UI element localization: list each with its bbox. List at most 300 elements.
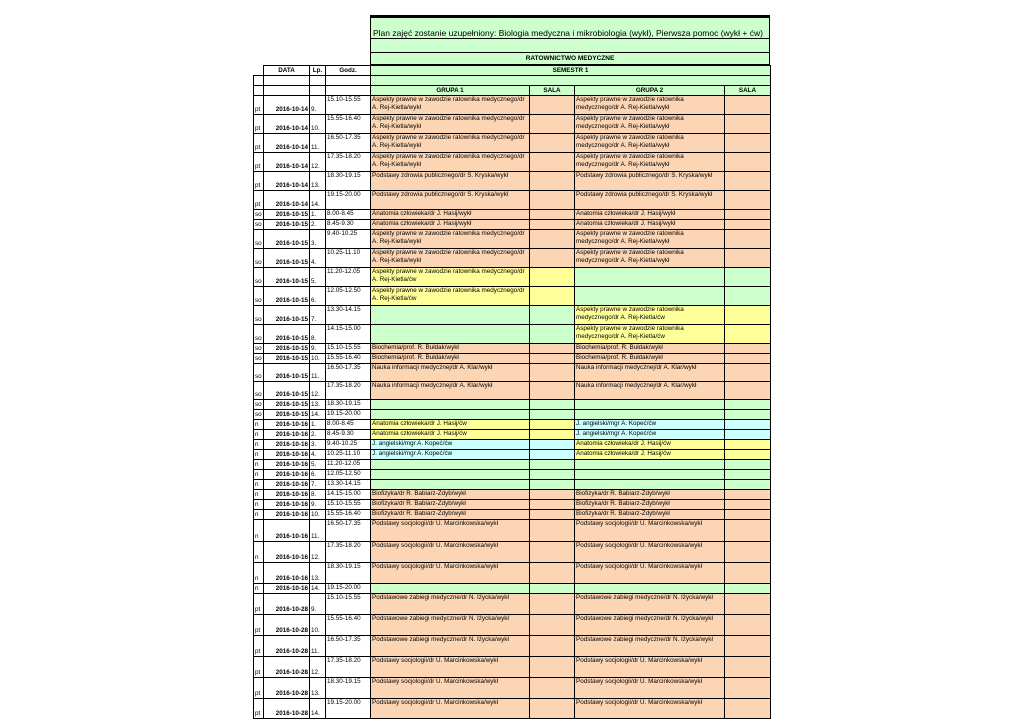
sala1-cell bbox=[530, 460, 575, 470]
schedule-note: Plan zajęć zostanie uzupełniony: Biologia medyczna i mikrobiologia (wykł), Pierwsza pomoc (wykł + ćw) bbox=[370, 15, 770, 39]
sala2-cell bbox=[725, 430, 771, 440]
date-cell: 2016-10-15 bbox=[264, 400, 310, 410]
sala2-cell bbox=[725, 420, 771, 430]
group2-cell: Biofizyka/dr R. Babiarz-Zdyb/wykł bbox=[575, 500, 725, 510]
sala1-cell bbox=[530, 191, 575, 210]
sala1-cell bbox=[530, 542, 575, 563]
table-row bbox=[254, 480, 771, 490]
sala1-cell bbox=[530, 636, 575, 657]
sala2-cell bbox=[725, 364, 771, 382]
group2-cell: Aspekty prawne w zawodzie ratownika medycznego/dr A. Rej-Kietla/wykł bbox=[575, 115, 725, 134]
date-cell: 2016-10-16 bbox=[264, 420, 310, 430]
day-cell: pt bbox=[254, 134, 264, 153]
table-row bbox=[254, 249, 771, 268]
time-cell: 19.15-20.00 bbox=[326, 699, 371, 719]
day-cell: n bbox=[254, 460, 264, 470]
group2-cell: Podstawowe zabiegi medyczne/dr N. Iżycka/wykł bbox=[575, 636, 725, 657]
group2-cell: Podstawy zdrowia publicznego/dr S. Kryska/wykł bbox=[575, 191, 725, 210]
group2-cell: Biofizyka/dr R. Babiarz-Zdyb/wykł bbox=[575, 510, 725, 520]
day-cell: n bbox=[254, 563, 264, 584]
sala1-cell bbox=[530, 400, 575, 410]
sala1-cell bbox=[530, 96, 575, 115]
col-sala1: SALA bbox=[530, 86, 575, 96]
day-cell: so bbox=[254, 364, 264, 382]
blank-row bbox=[254, 76, 771, 86]
table-row bbox=[254, 382, 771, 400]
sala1-cell bbox=[530, 172, 575, 191]
time-cell: 8.00-8.45 bbox=[326, 210, 371, 220]
group2-cell bbox=[575, 410, 725, 420]
group2-cell: Podstawowe zabiegi medyczne/dr N. Iżycka/wykł bbox=[575, 615, 725, 636]
group1-cell: Biochemia/prof. R. Bułdak/wykł bbox=[371, 344, 530, 354]
group1-cell: Podstawy socjologii/dr U. Marcinkowska/wykł bbox=[371, 542, 530, 563]
table-row bbox=[254, 440, 771, 450]
group1-cell: Podstawy socjologii/dr U. Marcinkowska/wykł bbox=[371, 563, 530, 584]
sala2-cell bbox=[725, 563, 771, 584]
lp-cell: 14. bbox=[310, 584, 326, 594]
day-cell: so bbox=[255, 221, 262, 228]
table-row bbox=[254, 153, 771, 172]
sala2-cell bbox=[725, 354, 771, 364]
table-row bbox=[254, 450, 771, 460]
sala2-cell bbox=[725, 460, 771, 470]
header-spacer bbox=[370, 39, 770, 53]
group2-cell: Aspekty prawne w zawodzie ratownika medycznego/dr A. Rej-Kietla/wykł bbox=[575, 230, 725, 249]
sala1-cell bbox=[530, 657, 575, 678]
table-row bbox=[254, 460, 771, 470]
lp-cell: 13. bbox=[310, 172, 326, 191]
group2-cell bbox=[575, 400, 725, 410]
time-cell: 8.45-9.30 bbox=[326, 430, 371, 440]
time-cell: 12.05-12.50 bbox=[326, 470, 371, 480]
group2-cell: J. angielski/mgr A. Kopeć/ćw bbox=[575, 430, 725, 440]
day-cell: n bbox=[254, 520, 264, 542]
group2-cell: Anatomia człowieka/dr J. Hasij/ćw bbox=[575, 450, 725, 460]
lp-cell: 12. bbox=[310, 542, 326, 563]
table-row bbox=[254, 96, 771, 115]
time-cell: 17.35-18.20 bbox=[326, 542, 371, 563]
group1-cell bbox=[371, 584, 530, 594]
group1-cell: Aspekty prawne w zawodzie ratownika medycznego/dr A. Rej-Kietla/wykł bbox=[371, 134, 530, 153]
lp-cell: 14. bbox=[310, 410, 326, 420]
col-lp: Lp. bbox=[310, 66, 326, 76]
time-cell: 13.30-14.15 bbox=[326, 306, 371, 325]
day-cell: so bbox=[254, 306, 264, 325]
group1-cell: Nauka informacji medycznej/dr A. Klar/wykł bbox=[371, 382, 530, 400]
table-row bbox=[254, 500, 771, 510]
date-cell: 2016-10-15 bbox=[264, 287, 310, 306]
lp-cell: 12. bbox=[310, 382, 326, 400]
table-row bbox=[254, 615, 771, 636]
lp-cell: 11. bbox=[310, 636, 326, 657]
table-row bbox=[254, 268, 771, 287]
time-cell: 15.10-15.55 bbox=[326, 500, 371, 510]
sala2-cell bbox=[725, 115, 771, 134]
lp-cell: 4. bbox=[310, 249, 326, 268]
day-cell: pt bbox=[254, 172, 264, 191]
time-cell: 15.55-16.40 bbox=[326, 115, 371, 134]
sala2-cell bbox=[725, 520, 771, 542]
lp-cell: 8. bbox=[310, 490, 326, 500]
group1-cell: Aspekty prawne w zawodzie ratownika medycznego/dr A. Rej-Kietla/wykł bbox=[371, 249, 530, 268]
group2-cell bbox=[575, 480, 725, 490]
sala2-cell bbox=[725, 699, 771, 719]
time-cell: 9.40-10.25 bbox=[326, 440, 371, 450]
time-cell: 9.40-10.25 bbox=[326, 230, 371, 249]
time-cell: 11.20-12.05 bbox=[326, 460, 371, 470]
sala2-cell bbox=[725, 96, 771, 115]
sala1-cell bbox=[530, 344, 575, 354]
table-row bbox=[254, 430, 771, 440]
sala1-cell bbox=[530, 563, 575, 584]
date-cell: 2016-10-16 bbox=[264, 510, 310, 520]
sala1-cell bbox=[530, 249, 575, 268]
sala1-cell bbox=[530, 450, 575, 460]
sala1-cell bbox=[530, 500, 575, 510]
col-group2: GRUPA 2 bbox=[575, 86, 725, 96]
date-cell: 2016-10-16 bbox=[264, 480, 310, 490]
sala1-cell bbox=[530, 480, 575, 490]
sala2-cell bbox=[725, 249, 771, 268]
table-row bbox=[254, 699, 771, 719]
group1-cell: Podstawy zdrowia publicznego/dr S. Kryska/wykł bbox=[371, 172, 530, 191]
time-cell: 15.10-15.55 bbox=[326, 344, 371, 354]
table-row bbox=[254, 657, 771, 678]
sala2-cell bbox=[725, 134, 771, 153]
group2-cell: Biochemia/prof. R. Bułdak/wykł bbox=[575, 354, 725, 364]
table-row bbox=[254, 325, 771, 344]
date-cell: 2016-10-28 bbox=[264, 594, 310, 615]
time-cell: 14.15-15.00 bbox=[326, 490, 371, 500]
group1-cell: Nauka informacji medycznej/dr A. Klar/wykł bbox=[371, 364, 530, 382]
date-cell: 2016-10-15 bbox=[264, 268, 310, 287]
sala2-cell bbox=[725, 268, 771, 287]
group2-cell: Aspekty prawne w zawodzie ratownika medycznego/dr A. Rej-Kietla/wykł bbox=[575, 249, 725, 268]
date-cell: 2016-10-14 bbox=[264, 96, 310, 115]
group2-cell: Podstawy socjologii/dr U. Marcinkowska/wykł bbox=[575, 678, 725, 699]
group1-cell: Aspekty prawne w zawodzie ratownika medycznego/dr A. Rej-Kietla/ćw bbox=[371, 287, 530, 306]
group2-cell: Podstawy zdrowia publicznego/dr S. Kryska/wykł bbox=[575, 172, 725, 191]
lp-cell: 1. bbox=[310, 420, 326, 430]
date-cell: 2016-10-15 bbox=[264, 364, 310, 382]
group1-cell: Anatomia człowieka/dr J. Hasij/ćw bbox=[371, 420, 530, 430]
lp-cell: 14. bbox=[310, 699, 326, 719]
date-cell: 2016-10-16 bbox=[264, 500, 310, 510]
date-cell: 2016-10-14 bbox=[264, 191, 310, 210]
lp-cell: 13. bbox=[310, 563, 326, 584]
group2-cell bbox=[575, 584, 725, 594]
sala2-cell bbox=[725, 480, 771, 490]
lp-cell: 10. bbox=[310, 115, 326, 134]
sala1-cell bbox=[530, 364, 575, 382]
time-cell: 13.30-14.15 bbox=[326, 480, 371, 490]
time-cell: 15.10-15.55 bbox=[326, 594, 371, 615]
time-cell: 18.30-19.15 bbox=[326, 172, 371, 191]
sala1-cell bbox=[530, 594, 575, 615]
time-cell: 10.25-11.10 bbox=[326, 450, 371, 460]
time-cell: 17.35-18.20 bbox=[326, 382, 371, 400]
sala1-cell bbox=[530, 420, 575, 430]
group2-cell bbox=[575, 268, 725, 287]
group1-cell: Biofizyka/dr R. Babiarz-Zdyb/wykł bbox=[371, 510, 530, 520]
table-row bbox=[254, 520, 771, 542]
date-cell: 2016-10-15 bbox=[264, 382, 310, 400]
sala2-cell bbox=[725, 306, 771, 325]
sala1-cell bbox=[530, 510, 575, 520]
group2-cell: Aspekty prawne w zawodzie ratownika medycznego/dr A. Rej-Kietla/wykł bbox=[575, 96, 725, 115]
table-row bbox=[254, 542, 771, 563]
group2-cell: Podstawy socjologii/dr U. Marcinkowska/wykł bbox=[575, 699, 725, 719]
sala2-cell bbox=[725, 657, 771, 678]
sala1-cell bbox=[530, 220, 575, 230]
day-cell: so bbox=[254, 268, 264, 287]
date-cell: 2016-10-16 bbox=[264, 563, 310, 584]
date-cell: 2016-10-15 bbox=[264, 410, 310, 420]
lp-cell: 10. bbox=[310, 615, 326, 636]
sala2-cell bbox=[725, 636, 771, 657]
group2-cell: Aspekty prawne w zawodzie ratownika medycznego/dr A. Rej-Kietla/wykł bbox=[575, 134, 725, 153]
group1-cell bbox=[371, 325, 530, 344]
sala2-cell bbox=[725, 191, 771, 210]
day-cell: pt bbox=[254, 699, 264, 719]
sala1-cell bbox=[530, 306, 575, 325]
group1-cell: Podstawy zdrowia publicznego/dr S. Kryska/wykł bbox=[371, 191, 530, 210]
day-cell: so bbox=[254, 230, 264, 249]
date-cell: 2016-10-14 bbox=[264, 172, 310, 191]
group1-cell bbox=[371, 410, 530, 420]
group1-cell: Podstawowe zabiegi medyczne/dr N. Iżycka/wykł bbox=[371, 594, 530, 615]
lp-cell: 9. bbox=[310, 500, 326, 510]
table-row bbox=[254, 594, 771, 615]
table-row bbox=[254, 220, 771, 230]
day-cell: pt bbox=[254, 678, 264, 699]
day-cell: n bbox=[254, 542, 264, 563]
time-cell: 15.55-16.40 bbox=[326, 615, 371, 636]
sala1-cell bbox=[530, 440, 575, 450]
group2-cell: Podstawy socjologii/dr U. Marcinkowska/wykł bbox=[575, 542, 725, 563]
lp-cell: 3. bbox=[310, 440, 326, 450]
time-cell: 8.45-9.30 bbox=[326, 220, 371, 230]
group1-cell: J. angielski/mgr A. Kopeć/ćw bbox=[371, 440, 530, 450]
day-cell: so bbox=[255, 211, 262, 218]
group1-cell bbox=[371, 480, 530, 490]
col-time: Godz. bbox=[326, 66, 371, 76]
day-cell: pt bbox=[254, 115, 264, 134]
time-cell: 14.15-15.00 bbox=[326, 325, 371, 344]
sala2-cell bbox=[725, 382, 771, 400]
sala2-cell bbox=[725, 230, 771, 249]
lp-cell: 13. bbox=[310, 400, 326, 410]
col-date: DATA bbox=[264, 66, 310, 76]
lp-cell: 12. bbox=[310, 153, 326, 172]
group1-cell: Podstawy socjologii/dr U. Marcinkowska/wykł bbox=[371, 678, 530, 699]
date-cell: 2016-10-15 bbox=[264, 344, 310, 354]
date-cell: 2016-10-28 bbox=[264, 678, 310, 699]
date-cell: 2016-10-16 bbox=[264, 430, 310, 440]
time-cell: 16.50-17.35 bbox=[326, 520, 371, 542]
day-cell: so bbox=[255, 345, 262, 352]
day-cell: n bbox=[254, 584, 264, 594]
sala1-cell bbox=[530, 230, 575, 249]
date-cell: 2016-10-16 bbox=[264, 450, 310, 460]
date-cell: 2016-10-15 bbox=[264, 354, 310, 364]
date-cell: 2016-10-16 bbox=[264, 470, 310, 480]
day-cell: n bbox=[254, 450, 264, 460]
time-cell: 19.15-20.00 bbox=[326, 191, 371, 210]
sala2-cell bbox=[725, 172, 771, 191]
lp-cell: 10. bbox=[310, 510, 326, 520]
table-row bbox=[254, 354, 771, 364]
sala2-cell bbox=[725, 410, 771, 420]
lp-cell: 2. bbox=[310, 430, 326, 440]
group1-cell: Aspekty prawne w zawodzie ratownika medycznego/dr A. Rej-Kietla/ćw bbox=[371, 268, 530, 287]
table-row bbox=[254, 210, 771, 220]
day-cell: n bbox=[254, 470, 264, 480]
group1-cell: Podstawowe zabiegi medyczne/dr N. Iżycka/wykł bbox=[371, 636, 530, 657]
day-cell: n bbox=[254, 430, 264, 440]
table-row bbox=[254, 364, 771, 382]
date-cell: 2016-10-14 bbox=[264, 115, 310, 134]
sala2-cell bbox=[725, 210, 771, 220]
sala2-cell bbox=[725, 594, 771, 615]
day-cell: so bbox=[254, 382, 264, 400]
group1-cell: Biofizyka/dr R. Babiarz-Zdyb/wykł bbox=[371, 490, 530, 500]
table-row bbox=[254, 563, 771, 584]
group1-cell: Podstawowe zabiegi medyczne/dr N. Iżycka/wykł bbox=[371, 615, 530, 636]
group1-cell bbox=[371, 460, 530, 470]
date-cell: 2016-10-16 bbox=[264, 490, 310, 500]
group1-cell: Biochemia/prof. R. Bułdak/wykł bbox=[371, 354, 530, 364]
group2-cell bbox=[575, 460, 725, 470]
group1-cell: Podstawy socjologii/dr U. Marcinkowska/wykł bbox=[371, 699, 530, 719]
table-row bbox=[254, 115, 771, 134]
sala2-cell bbox=[725, 287, 771, 306]
date-cell: 2016-10-16 bbox=[264, 520, 310, 542]
time-cell: 16.50-17.35 bbox=[326, 134, 371, 153]
lp-cell: 4. bbox=[310, 450, 326, 460]
group2-cell: Biofizyka/dr R. Babiarz-Zdyb/wykł bbox=[575, 490, 725, 500]
sala2-cell bbox=[725, 510, 771, 520]
sala1-cell bbox=[530, 210, 575, 220]
group1-cell: Aspekty prawne w zawodzie ratownika medycznego/dr A. Rej-Kietla/wykł bbox=[371, 96, 530, 115]
day-cell: n bbox=[254, 420, 264, 430]
sala1-cell bbox=[530, 134, 575, 153]
time-cell: 11.20-12.05 bbox=[326, 268, 371, 287]
table-row bbox=[254, 400, 771, 410]
table-row bbox=[254, 410, 771, 420]
lp-cell: 1. bbox=[310, 210, 326, 220]
lp-cell: 13. bbox=[310, 678, 326, 699]
table-row bbox=[254, 134, 771, 153]
day-cell: so bbox=[255, 355, 262, 362]
day-cell: pt bbox=[254, 636, 264, 657]
lp-cell: 6. bbox=[310, 287, 326, 306]
group2-cell: J. angielski/mgr A. Kopeć/ćw bbox=[575, 420, 725, 430]
group2-cell: Podstawy socjologii/dr U. Marcinkowska/wykł bbox=[575, 563, 725, 584]
sala1-cell bbox=[530, 470, 575, 480]
day-cell: n bbox=[254, 500, 264, 510]
group1-cell: Aspekty prawne w zawodzie ratownika medycznego/dr A. Rej-Kietla/wykł bbox=[371, 115, 530, 134]
sala1-cell bbox=[530, 382, 575, 400]
group2-cell: Nauka informacji medycznej/dr A. Klar/wykł bbox=[575, 382, 725, 400]
sala2-cell bbox=[725, 678, 771, 699]
day-cell: so bbox=[254, 325, 264, 344]
day-cell: n bbox=[254, 480, 264, 490]
date-cell: 2016-10-14 bbox=[264, 134, 310, 153]
day-cell: pt bbox=[254, 153, 264, 172]
table-row bbox=[254, 584, 771, 594]
lp-cell: 9. bbox=[310, 96, 326, 115]
lp-cell: 7. bbox=[310, 306, 326, 325]
time-cell: 16.50-17.35 bbox=[326, 636, 371, 657]
date-cell: 2016-10-15 bbox=[264, 306, 310, 325]
sala2-cell bbox=[725, 500, 771, 510]
column-header-row bbox=[254, 66, 771, 76]
group1-cell bbox=[371, 306, 530, 325]
program-title: RATOWNICTWO MEDYCZNE bbox=[370, 53, 770, 65]
group1-cell: Anatomia człowieka/dr J. Hasij/ćw bbox=[371, 430, 530, 440]
day-cell: pt bbox=[254, 594, 264, 615]
date-cell: 2016-10-14 bbox=[264, 153, 310, 172]
lp-cell: 9. bbox=[310, 594, 326, 615]
date-cell: 2016-10-28 bbox=[264, 615, 310, 636]
col-sala2: SALA bbox=[725, 86, 771, 96]
time-cell: 15.10-15.55 bbox=[326, 96, 371, 115]
day-cell: pt bbox=[254, 657, 264, 678]
time-cell: 10.25-11.10 bbox=[326, 249, 371, 268]
sala1-cell bbox=[530, 678, 575, 699]
time-cell: 18.30-19.15 bbox=[326, 400, 371, 410]
sala1-cell bbox=[530, 615, 575, 636]
table-row bbox=[254, 510, 771, 520]
sala1-cell bbox=[530, 520, 575, 542]
day-cell: so bbox=[254, 249, 264, 268]
sala2-cell bbox=[725, 615, 771, 636]
sala1-cell bbox=[530, 584, 575, 594]
lp-cell: 12. bbox=[310, 657, 326, 678]
lp-cell: 11. bbox=[310, 520, 326, 542]
lp-cell: 10. bbox=[310, 354, 326, 364]
group2-cell: Aspekty prawne w zawodzie ratownika medycznego/dr A. Rej-Kietla/ćw bbox=[575, 325, 725, 344]
group1-cell: Anatomia człowieka/dr J. Hasij/wykł bbox=[371, 220, 530, 230]
lp-cell: 3. bbox=[310, 230, 326, 249]
group1-cell: Podstawy socjologii/dr U. Marcinkowska/wykł bbox=[371, 657, 530, 678]
sala2-cell bbox=[725, 220, 771, 230]
date-cell: 2016-10-28 bbox=[264, 657, 310, 678]
sala1-cell bbox=[530, 325, 575, 344]
sala1-cell bbox=[530, 153, 575, 172]
group1-cell bbox=[371, 400, 530, 410]
time-cell: 8.00-8.45 bbox=[326, 420, 371, 430]
table-row bbox=[254, 420, 771, 430]
table-row bbox=[254, 191, 771, 210]
date-cell: 2016-10-15 bbox=[264, 249, 310, 268]
sala1-cell bbox=[530, 287, 575, 306]
date-cell: 2016-10-28 bbox=[264, 636, 310, 657]
time-cell: 18.30-19.15 bbox=[326, 678, 371, 699]
group2-cell: Anatomia człowieka/dr J. Hasij/wykł bbox=[575, 220, 725, 230]
sala2-cell bbox=[725, 400, 771, 410]
group1-cell: Podstawy socjologii/dr U. Marcinkowska/wykł bbox=[371, 520, 530, 542]
day-cell: n bbox=[254, 490, 264, 500]
lp-cell: 9. bbox=[310, 344, 326, 354]
time-cell: 15.55-16.40 bbox=[326, 510, 371, 520]
sala1-cell bbox=[530, 430, 575, 440]
day-cell: n bbox=[254, 510, 264, 520]
day-cell: n bbox=[254, 440, 264, 450]
schedule-rows bbox=[254, 96, 771, 719]
table-row bbox=[254, 172, 771, 191]
